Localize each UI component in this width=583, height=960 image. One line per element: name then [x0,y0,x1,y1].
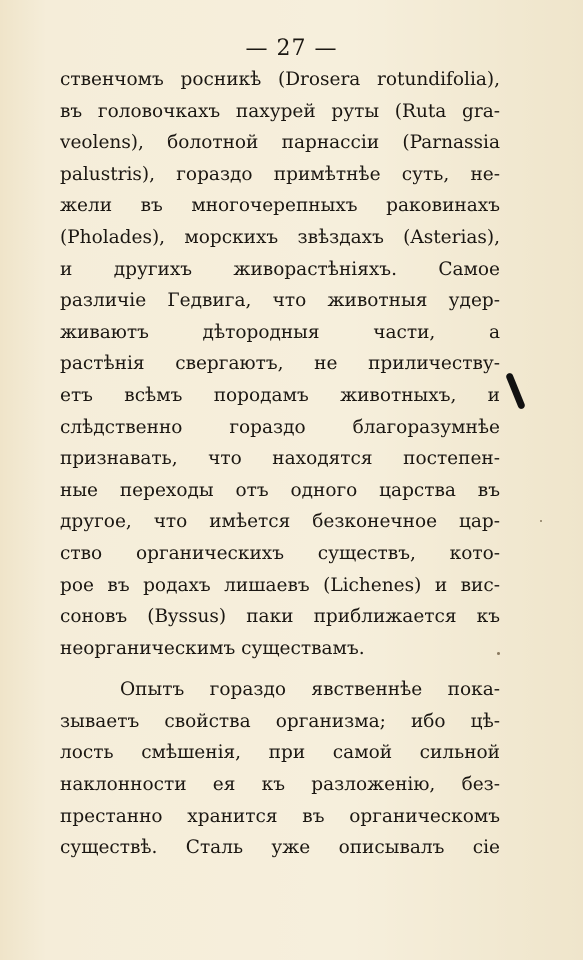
text-line: зываетъ свойства организма; ибо цѣ- [60,710,500,732]
page-number: — 27 — [245,36,338,61]
text-line: престанно хранится въ органическомъ [60,805,500,827]
text-line: различіе Гедвига, что животныя удер- [60,290,500,312]
text-line: соновъ (Byssus) паки приближается къ [60,606,500,628]
text-line: признавать, что находятся постепен- [60,448,500,470]
text-line: существѣ. Сталь уже описывалъ сіе [60,837,500,859]
text-line: жели въ многочерепныхъ раковинахъ [60,195,500,217]
body-text [60,64,500,864]
text-line: живаютъ дѣтородныя части, а [60,321,500,343]
paper-speck [540,520,542,522]
text-line: рое въ родахъ лишаевъ (Lichenes) и вис- [60,574,500,596]
text-line: ные переходы отъ одного царства въ [60,479,500,501]
text-line: ственчомъ росникѣ (Drosera rotundifolia), [60,69,500,90]
paragraph-2 [60,674,500,864]
text-line: слѣдственно гораздо благоразумнѣе [60,416,500,438]
paper-speck [497,652,500,655]
text-line: другое, что имѣется безконечное цар- [60,511,500,533]
text-line: veolens), болотной парнассіи (Parnassia [60,132,500,154]
text-line: растѣнія свергаютъ, не приличеству- [60,353,500,375]
ink-mark [505,372,526,410]
text-line: Опытъ гораздо явственнѣе пока- [120,679,500,701]
text-line: наклонности ея къ разложенію, без- [60,774,500,796]
paragraph-1 [60,64,500,664]
text-line: лость смѣшенія, при самой сильной [60,742,500,764]
text-line: (Pholades), морскихъ звѣздахъ (Asterias), [60,226,500,248]
text-line: етъ всѣмъ породамъ животныхъ, и [60,384,500,406]
text-line: ство органическихъ существъ, кото- [60,542,500,564]
text-line: въ головочкахъ пахурей руты (Ruta gra- [60,100,500,122]
text-line: palustris), гораздо примѣтнѣе суть, не- [60,163,500,185]
text-line: и другихъ живорастѣніяхъ. Самое [60,258,500,280]
text-line: неорганическимъ существамъ. [60,637,365,659]
